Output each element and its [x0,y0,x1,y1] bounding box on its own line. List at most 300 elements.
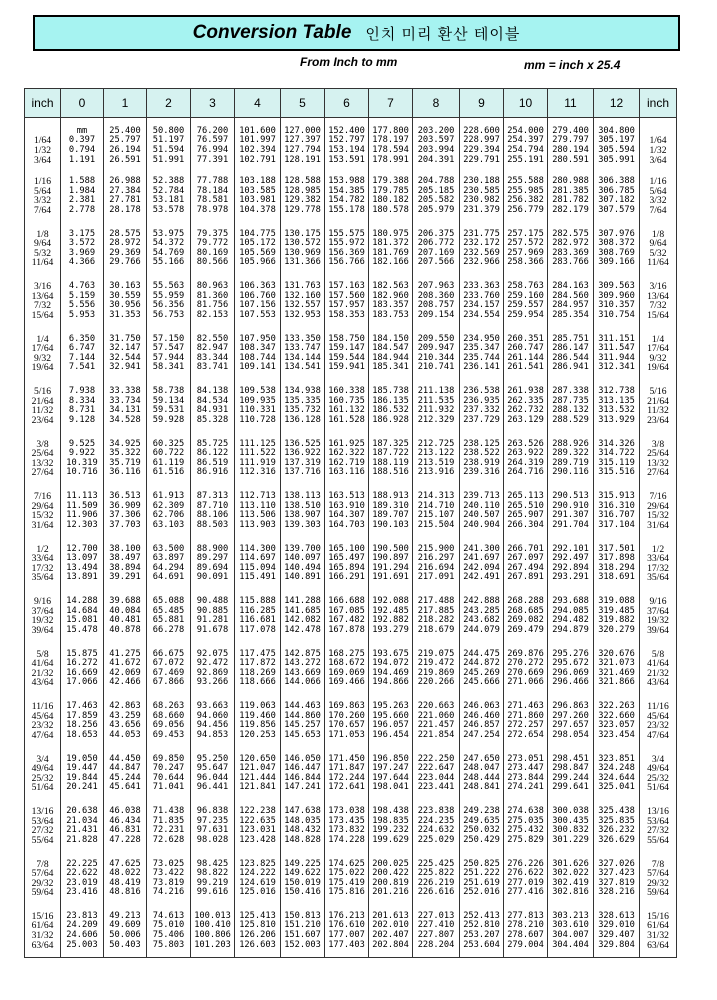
mm-value: 152.797 [328,135,365,146]
fraction-label: 5/32 [649,247,667,259]
mm-value: 277.813 [507,910,544,921]
mm-value: 59.928 [152,414,185,425]
mm-value: 85.328 [196,414,229,425]
mm-value: 11.113 [66,491,98,502]
mm-value: 74.613 [152,910,185,921]
fraction-label: 29/32 [647,877,669,889]
mm-value: 7.144 [68,352,96,363]
mm-cell [413,695,460,748]
fraction-label: 61/64 [647,920,669,932]
title-banner [33,15,680,51]
mm-value: 277.416 [507,887,544,898]
fraction-label: 19/32 [647,615,669,627]
mm-value: 203.200 [417,125,455,136]
mm-value: 144.066 [284,677,321,688]
mm-cell [191,223,235,276]
mm-cell [61,223,104,276]
mm-cell [104,275,147,328]
mm-value: 287.338 [552,386,589,397]
mm-value: 230.982 [463,195,500,206]
mm-value: 194.866 [372,677,409,688]
mm-value: 44.450 [109,753,141,764]
mm-value: 74.216 [152,887,185,898]
header-inch-11: 11 [548,89,594,118]
mm-value: 29.369 [109,247,141,258]
mm-value: 251.619 [463,877,500,888]
mm-value: 242.888 [463,596,500,607]
mm-value: 244.872 [463,658,500,669]
mm-value: 178.594 [372,145,409,155]
mm-value: 288.132 [552,405,589,416]
mm-value: 8.731 [68,405,96,416]
fraction-label: 21/32 [31,667,54,679]
mm-value: 250.825 [463,858,500,869]
header-inch-6: 6 [325,89,369,118]
mm-value: 223.838 [417,806,455,817]
fraction-label: 7/64 [649,204,667,216]
mm-value: 33.338 [109,386,141,397]
mm-value: 132.160 [284,290,321,301]
mm-value: 81.360 [196,290,229,301]
mm-value: 50.800 [152,125,185,136]
mm-value: 226.219 [417,877,455,888]
mm-value: 77.391 [196,154,229,165]
mm-value: 290.910 [552,500,589,511]
mm-value: 84.931 [196,405,229,416]
mm-value: 273.447 [507,763,544,774]
mm-cell [61,433,104,486]
mm-value: 313.532 [598,405,635,416]
mm-value: 141.288 [284,596,321,607]
mm-value: 40.878 [109,624,141,635]
mm-cell [460,275,504,328]
mm-cell [504,328,548,381]
mm-value: 78.978 [196,204,229,215]
mm-cell [325,590,369,643]
mm-value: 134.144 [284,352,321,363]
table-row [25,538,677,591]
mm-cell [413,380,460,433]
mm-cell [369,905,413,958]
mm-value: 266.304 [507,519,544,530]
mm-value: 318.294 [598,562,635,573]
mm-value: 110.728 [239,414,276,425]
mm-cell [325,695,369,748]
mm-value: 172.641 [328,782,365,793]
mm-value: 68.263 [152,701,185,712]
mm-value: 191.691 [372,572,409,583]
fraction-label: 15/32 [647,510,669,522]
mm-value: 154.782 [328,195,365,206]
mm-value: 231.775 [463,228,500,239]
fraction-label: 35/64 [647,572,669,584]
mm-value: 173.038 [328,806,365,817]
mm-value: 281.782 [552,195,589,206]
mm-value: 111.919 [239,457,276,468]
mm-value: 258.366 [507,257,544,268]
mm-value: 67.469 [152,667,185,678]
mm-value: 115.888 [239,596,276,607]
mm-value: 133.350 [284,333,321,344]
mm-value: 148.035 [284,815,321,826]
mm-value: 132.953 [284,309,321,320]
fraction-label: 27/64 [31,467,54,479]
mm-cell [104,380,147,433]
mm-value: 168.275 [328,648,365,659]
mm-value: 272.654 [507,729,544,740]
mm-value: 9.128 [68,414,96,425]
mm-cell [281,485,325,538]
mm-value: 21.828 [66,834,98,845]
mm-cell [594,800,640,853]
mm-value: 215.900 [417,543,455,554]
mm-value: 165.497 [328,553,365,564]
fraction-label: 19/64 [647,362,669,374]
mm-value: 212.329 [417,414,455,425]
mm-value: 285.354 [552,309,589,320]
mm-value: 28.972 [109,238,141,249]
fraction-label: 19/64 [31,362,54,374]
mm-value: 57.547 [152,343,185,354]
mm-value: 227.807 [417,930,455,940]
mm-value: 140.891 [284,572,321,583]
header-inch-10: 10 [504,89,548,118]
mm-value: 216.297 [417,553,455,564]
mm-cell [325,433,369,486]
mm-value: 268.685 [507,605,544,616]
fraction-label: 51/64 [647,782,669,794]
mm-value: 80.963 [196,281,229,292]
mm-value: 294.879 [552,624,589,635]
mm-cell [191,380,235,433]
mm-value: 215.107 [417,510,455,521]
mm-value: 69.056 [152,720,185,731]
mm-value: 1.588 [68,176,96,187]
mm-value: 43.259 [109,710,141,721]
mm-value: 304.007 [552,930,589,940]
mm-cell [235,328,281,381]
fraction-label: 21/64 [647,395,669,407]
header-inch-5: 5 [281,89,325,118]
fraction-label: 11/64 [647,257,669,269]
mm-value: 180.578 [372,204,409,215]
mm-value: 286.941 [552,362,589,373]
mm-value: 93.266 [196,677,229,688]
mm-value: 224.632 [417,825,455,836]
table-row [25,118,677,171]
mm-value: 26.988 [109,176,141,187]
mm-value: 81.756 [196,300,229,311]
table-row [25,905,677,958]
fraction-cell [25,695,61,748]
mm-cell [235,538,281,591]
mm-value: 18.653 [66,729,98,740]
fraction-label: 43/64 [31,677,54,689]
mm-value: 105.172 [239,238,276,249]
mm-value: 121.047 [239,763,276,774]
table-row [25,380,677,433]
mm-value: 15.875 [66,648,98,659]
mm-cell [191,590,235,643]
mm-cell [594,538,640,591]
mm-value: 202.407 [372,930,409,940]
mm-value: 324.644 [598,772,635,783]
mm-value: 279.797 [552,135,589,146]
mm-value: 169.863 [328,701,365,712]
mm-value: 267.494 [507,562,544,573]
mm-value: 53.578 [152,204,185,215]
mm-value: 294.482 [552,615,589,626]
fraction-cell [25,590,61,643]
mm-value: 234.950 [463,333,500,344]
mm-value: 278.210 [507,920,544,931]
mm-value: 163.910 [328,500,365,511]
fraction-label: 15/32 [31,510,54,522]
mm-value: 215.504 [417,519,455,530]
mm-value: 246.857 [463,720,500,731]
mm-cell [504,170,548,223]
mm-value: 94.853 [196,729,229,740]
mm-value: 161.925 [328,438,365,449]
mm-value: 227.013 [417,910,455,921]
mm-value: 96.441 [196,782,229,793]
mm-cell [325,485,369,538]
mm-value: 38.894 [109,562,141,573]
mm-value: 119.460 [239,710,276,721]
mm-cell [594,275,640,328]
mm-value: 314.326 [598,438,635,449]
mm-cell [594,748,640,801]
mm-value: 289.322 [552,448,589,459]
mm-value: 275.829 [507,834,544,845]
mm-value: 228.600 [463,125,500,136]
mm-value: 116.285 [239,605,276,616]
mm-value: 65.088 [152,596,185,607]
mm-value: 312.738 [598,386,635,397]
mm-value: 87.313 [196,491,229,502]
mm-value: 163.116 [328,467,365,478]
mm-value: 96.044 [196,772,229,783]
mm-value: 309.960 [598,290,635,301]
mm-value: 138.113 [284,491,321,502]
mm-value: 256.779 [507,204,544,215]
mm-value: 328.613 [598,910,635,921]
mm-value: 228.997 [463,135,500,146]
fraction-label: 39/64 [647,624,669,636]
mm-value: 162.322 [328,448,365,459]
mm-value: 151.607 [284,930,321,940]
mm-value: 36.116 [109,467,141,478]
mm-value: 138.510 [284,500,321,511]
mm-value: 147.638 [284,806,321,817]
subtitle-formula: mm = inch x 25.4 [524,58,621,72]
mm-value: 84.138 [196,386,229,397]
mm-value: 187.722 [372,448,409,459]
fraction-label: 17/32 [31,562,54,574]
mm-cell [548,485,594,538]
mm-value: 265.510 [507,500,544,511]
mm-cell [413,800,460,853]
mm-value: 276.226 [507,858,544,869]
mm-value: 254.397 [507,135,544,146]
mm-value: 257.572 [507,238,544,249]
header-inch-8: 8 [413,89,460,118]
fraction-cell [640,433,677,486]
mm-value: 135.732 [284,405,321,416]
mm-value: 322.660 [598,710,635,721]
mm-value: 211.138 [417,386,455,397]
mm-value: 46.434 [109,815,141,826]
mm-value: 136.525 [284,438,321,449]
mm-value: 192.088 [372,596,409,607]
mm-value: 79.375 [196,228,229,239]
mm-value: 139.700 [284,543,321,554]
mm-cell [460,538,504,591]
mm-value: 246.063 [463,701,500,712]
fraction-label: 17/64 [31,343,54,355]
mm-value: 259.954 [507,309,544,320]
mm-value: 112.316 [239,467,276,478]
mm-value: 155.178 [328,204,365,215]
mm-value: 202.804 [372,939,409,950]
mm-value: 197.644 [372,772,409,783]
mm-value: 21.431 [66,825,98,836]
mm-value: 184.944 [372,352,409,363]
mm-cell [61,275,104,328]
mm-value: 178.991 [372,154,409,165]
fraction-label: 9/64 [649,238,667,250]
fraction-label: 5/16 [33,386,52,398]
mm-value: 190.500 [372,543,409,554]
mm-value: 131.366 [284,257,321,268]
mm-value: 32.147 [109,343,141,354]
fraction-label: 1/32 [33,145,52,156]
mm-cell [235,275,281,328]
fraction-label: 1/16 [649,176,667,188]
mm-value: 98.822 [196,868,229,879]
mm-value: 98.028 [196,834,229,845]
fraction-label: 3/64 [649,154,667,166]
mm-value: 177.007 [328,930,365,940]
fraction-cell [25,328,61,381]
mm-cell [548,223,594,276]
mm-value: 328.216 [598,887,635,898]
mm-value: 181.372 [372,238,409,249]
mm-value: 170.260 [328,710,365,721]
mm-cell [369,118,413,171]
fraction-label: 13/16 [31,806,54,818]
mm-value: 99.219 [196,877,229,888]
mm-value: 37.306 [109,510,141,521]
mm-value: 293.291 [552,572,589,583]
fraction-label: 45/64 [31,710,54,722]
mm-value: 150.019 [284,877,321,888]
mm-value: 186.928 [372,414,409,425]
mm-value: 11.509 [66,500,98,511]
mm-cell [594,170,640,223]
mm-cell [594,485,640,538]
mm-value: 131.763 [284,281,321,292]
mm-value: 210.344 [417,352,455,363]
mm-value: 121.444 [239,772,276,783]
mm-cell [369,170,413,223]
mm-value: 292.497 [552,553,589,564]
mm-value: 304.800 [598,125,635,136]
mm-value: 247.254 [463,729,500,740]
mm-value: 255.985 [507,185,544,196]
mm-cell [61,643,104,696]
mm-value: 118.666 [239,677,276,688]
mm-value: 175.022 [328,868,365,879]
mm-value: 318.691 [598,572,635,583]
table-row [25,643,677,696]
mm-value: 198.041 [372,782,409,793]
mm-value: 136.922 [284,448,321,459]
mm-value: 177.800 [372,125,409,136]
fraction-cell [640,275,677,328]
mm-cell [147,538,191,591]
mm-value: 155.575 [328,228,365,239]
mm-value: 24.209 [66,920,98,931]
mm-value: 90.091 [196,572,229,583]
mm-value: 217.885 [417,605,455,616]
fraction-label: 47/64 [31,729,54,741]
header-row [25,89,677,118]
mm-value: 209.947 [417,343,455,354]
mm-value: 319.485 [598,605,635,616]
mm-value: 109.538 [239,386,276,397]
mm-value: 102.394 [239,145,276,155]
mm-cell [548,748,594,801]
mm-value: 302.419 [552,877,589,888]
mm-value: 205.185 [417,185,455,196]
mm-value: 232.172 [463,238,500,249]
mm-cell [235,643,281,696]
mm-cell [369,748,413,801]
mm-value: 48.419 [109,877,141,888]
fraction-label: 1/8 [651,228,665,240]
mm-value: 9.525 [68,438,96,449]
mm-value: 286.544 [552,352,589,363]
mm-cell [594,905,640,958]
mm-value: 220.663 [417,701,455,712]
mm-value: 103.981 [239,195,276,206]
mm-cell [104,328,147,381]
mm-value: 158.750 [328,333,365,344]
mm-value: 315.913 [598,491,635,502]
mm-value: 236.538 [463,386,500,397]
mm-cell [325,170,369,223]
mm-value: 148.828 [284,834,321,845]
mm-value: 169.069 [328,667,365,678]
mm-value: 225.822 [417,868,455,879]
fraction-label: 11/32 [31,405,54,417]
mm-value: 123.428 [239,834,276,845]
mm-value: 274.241 [507,782,544,793]
mm-value: 41.672 [109,658,141,669]
header-inch-9: 9 [460,89,504,118]
mm-cell [369,590,413,643]
mm-value: 164.703 [328,519,365,530]
mm-value: 203.597 [417,135,455,146]
fraction-cell [25,223,61,276]
mm-value: 252.413 [463,910,500,921]
mm-value: 104.378 [239,204,276,215]
mm-value: 128.588 [284,176,321,187]
mm-value: 34.925 [109,438,141,449]
mm-cell [460,695,504,748]
fraction-label: 7/8 [651,858,665,870]
